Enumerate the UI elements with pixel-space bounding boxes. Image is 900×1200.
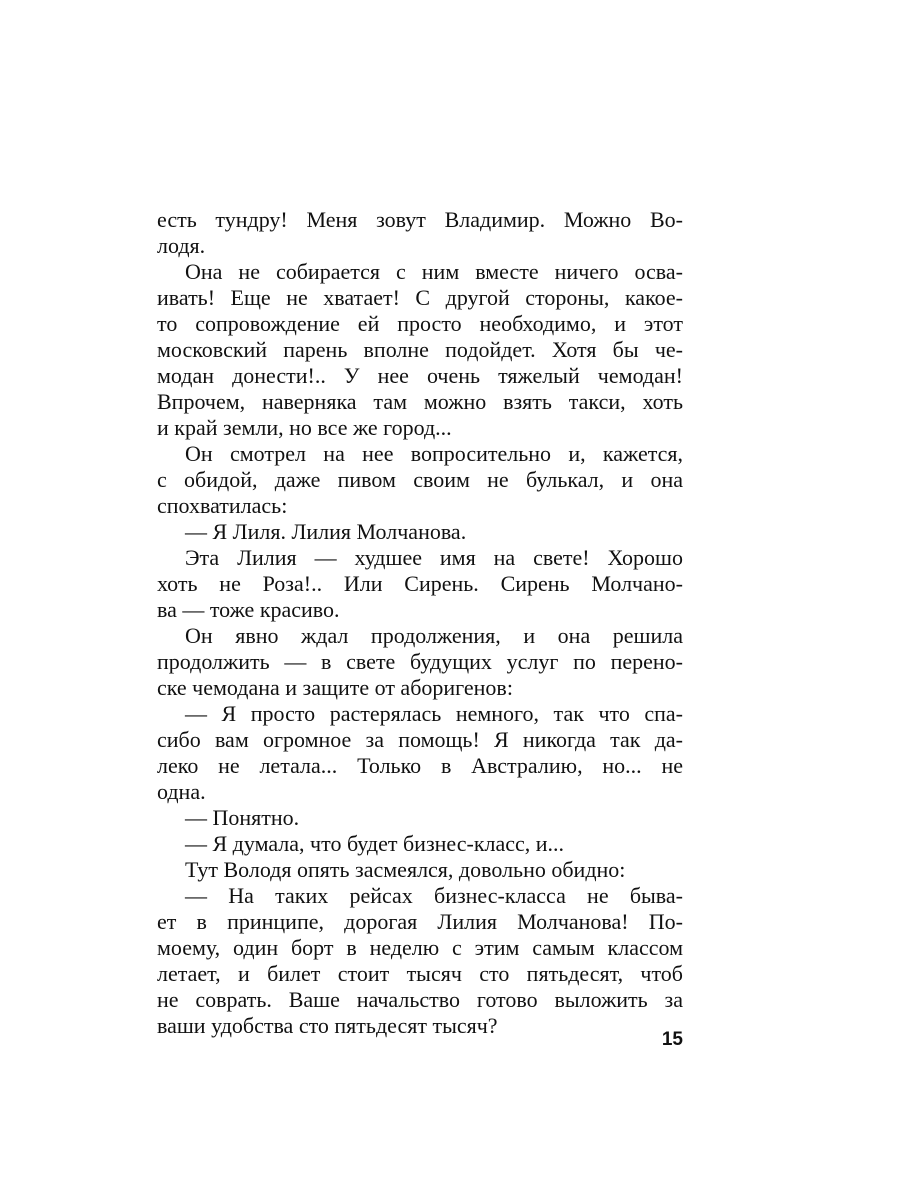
text-line: Она не собирается с ним вместе ничего осва- — [185, 259, 683, 284]
text-line: Он явно ждал продолжения, и она решила — [185, 623, 683, 648]
text-line: — Я Лиля. Лилия Молчанова. — [185, 519, 467, 544]
text-line: одна. — [157, 779, 206, 804]
text-line: и край земли, но все же город... — [157, 415, 452, 440]
text-line: — Понятно. — [185, 805, 300, 830]
text-line: модан донести!.. У нее очень тяжелый чемодан! — [157, 363, 683, 388]
text-line: ваши удобства сто пятьдесят тысяч? — [157, 1013, 498, 1038]
text-line: ивать! Еще не хватает! С другой стороны, какое- — [157, 285, 683, 310]
text-line: Эта Лилия — худшее имя на свете! Хорошо — [185, 545, 683, 570]
text-line: ва — тоже красиво. — [157, 597, 340, 622]
text-line: лодя. — [157, 233, 206, 258]
body-text — [157, 207, 683, 1039]
text-line: летает, и билет стоит тысяч сто пятьдесят, чтоб — [157, 961, 683, 986]
text-line: — На таких рейсах бизнес-класса не быва- — [185, 883, 683, 908]
text-line: хоть не Роза!.. Или Сирень. Сирень Молчано- — [157, 571, 683, 596]
text-line: — Я думала, что будет бизнес-класс, и... — [185, 831, 565, 856]
text-line: спохватилась: — [157, 493, 288, 518]
text-line: московский парень вполне подойдет. Хотя бы че- — [157, 337, 683, 362]
text-line: ске чемодана и защите от аборигенов: — [157, 675, 513, 700]
text-line: моему, один борт в неделю с этим самым классом — [157, 935, 683, 960]
text-line: то сопровождение ей просто необходимо, и этот — [157, 311, 683, 336]
text-line: Тут Володя опять засмеялся, довольно обидно: — [185, 857, 626, 882]
text-line: леко не летала... Только в Австралию, но... не — [157, 753, 683, 778]
text-line: Он смотрел на нее вопросительно и, кажется, — [185, 441, 683, 466]
text-line: не соврать. Ваше начальство готово выложить за — [157, 987, 683, 1012]
text-line: с обидой, даже пивом своим не булькал, и она — [157, 467, 683, 492]
text-line: сибо вам огромное за помощь! Я никогда так да- — [157, 727, 683, 752]
text-line: Впрочем, наверняка там можно взять такси, хоть — [157, 389, 683, 414]
text-line: ет в принципе, дорогая Лилия Молчанова! По- — [157, 909, 683, 934]
page-number: 15 — [661, 1029, 683, 1050]
text-line: есть тундру! Меня зовут Владимир. Можно Во- — [157, 207, 683, 232]
text-line: — Я просто растерялась немного, так что спа- — [185, 701, 683, 726]
text-line: продолжить — в свете будущих услуг по перено- — [157, 649, 683, 674]
